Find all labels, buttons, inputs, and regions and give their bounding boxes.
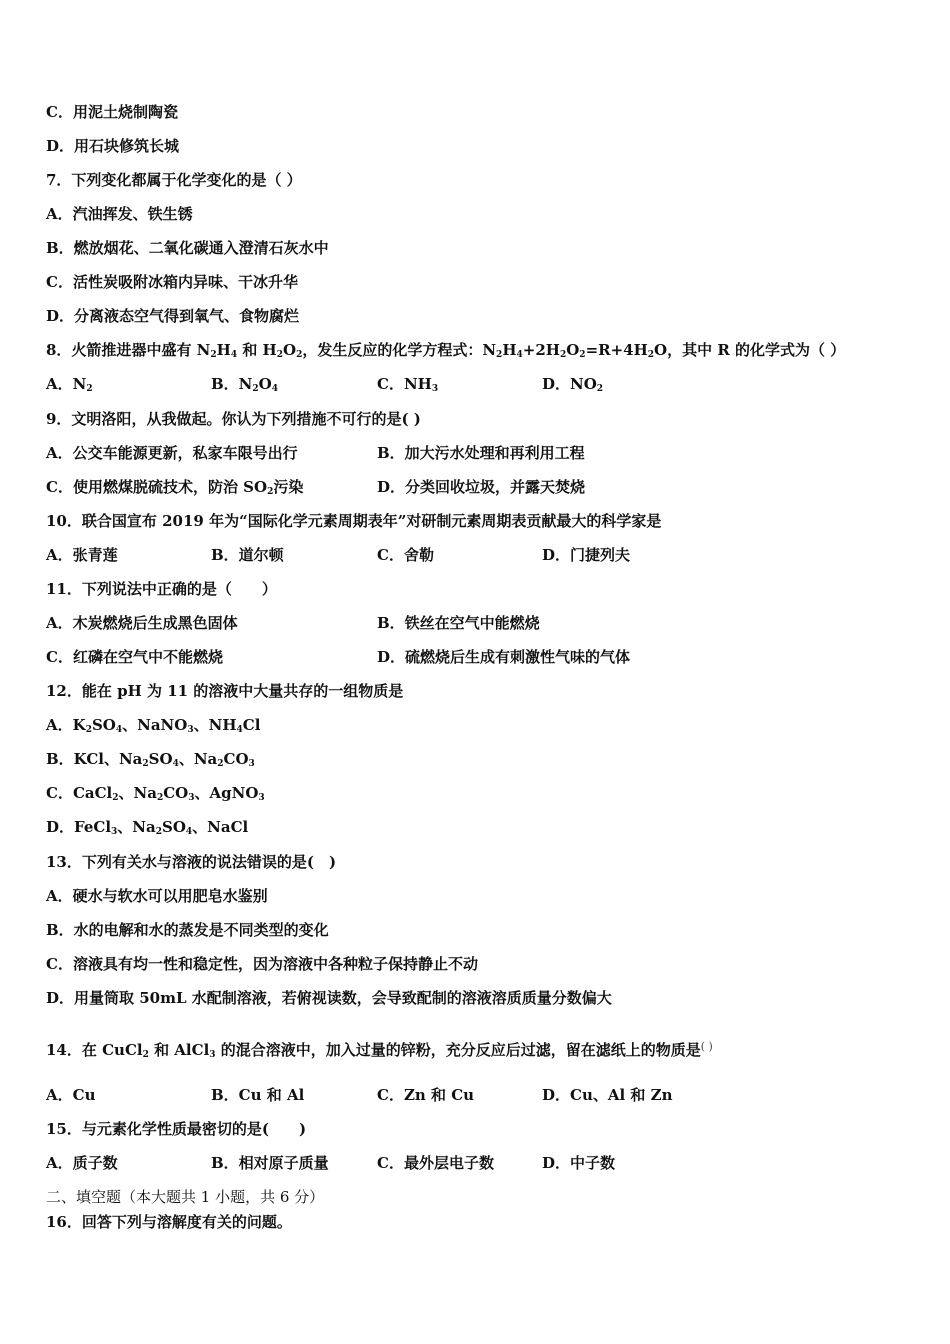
q14-stem	[46, 1037, 713, 1060]
q9-option-a: A．公交车能源更新，私家车限号出行	[46, 444, 298, 462]
option-text: D．FeCl	[46, 818, 112, 836]
q8-stem-text: 8．火箭推进器中盛有 N	[46, 341, 211, 359]
option-text: SO	[91, 716, 116, 734]
q8-stem	[46, 340, 845, 360]
subscript: 4	[185, 827, 193, 837]
q12-option-a	[46, 715, 260, 735]
q12-option-c	[46, 783, 265, 803]
option-text: SO	[162, 818, 186, 836]
q8-stem-text: ，发生反应的化学方程式：N	[302, 341, 497, 359]
subscript: 2	[579, 350, 586, 360]
subscript: 4	[172, 759, 179, 769]
subscript: 2	[112, 793, 119, 803]
q7-stem: 7．下列变化都属于化学变化的是（ ）	[46, 171, 302, 189]
subscript: 4	[236, 725, 243, 735]
q16-stem: 16．回答下列与溶解度有关的问题。	[46, 1213, 292, 1231]
subscript: 2	[217, 759, 224, 769]
option-text: SO	[148, 750, 173, 768]
subscript: 2	[156, 793, 164, 803]
section-2-title: 二、填空题（本大题共 1 小题，共 6 分）	[46, 1188, 325, 1206]
q15-option-d: D．中子数	[542, 1154, 616, 1172]
subscript: 2	[142, 1050, 149, 1060]
q8-option-d	[542, 374, 603, 394]
q15-stem: 15．与元素化学性质最密切的是( )	[46, 1120, 307, 1138]
q15-option-c: C．最外层电子数	[377, 1154, 494, 1172]
subscript: 2	[276, 350, 283, 360]
q14-stem-text: 和 AlCl	[148, 1041, 210, 1059]
q14-option-a: A．Cu	[46, 1086, 96, 1104]
option-text: 、AgNO	[194, 784, 259, 802]
subscript: 2	[210, 350, 217, 360]
subscript: 2	[86, 384, 93, 394]
q8-stem-text: +2H	[522, 341, 560, 359]
option-text: CO	[223, 750, 249, 768]
option-text: A．K	[46, 716, 86, 734]
q6-option-d: D．用石块修筑长城	[46, 137, 180, 155]
q14-option-c: C．Zn 和 Cu	[377, 1086, 475, 1104]
option-text: 、NaNO	[122, 716, 188, 734]
q10-option-a: A．张青莲	[46, 546, 118, 564]
q8-stem-text: O	[282, 341, 297, 359]
option-text: 、NaCl	[192, 818, 249, 836]
q14-option-b: B．Cu 和 Al	[211, 1086, 305, 1104]
q9-option-d: D．分类回收垃圾，并露天焚烧	[377, 478, 586, 496]
subscript: 3	[209, 1050, 216, 1060]
q7-option-a: A．汽油挥发、铁生锈	[46, 205, 193, 223]
q11-option-a: A．木炭燃烧后生成黑色固体	[46, 614, 238, 632]
option-text: C．CaCl	[46, 784, 113, 802]
q12-stem: 12．能在 pH 为 11 的溶液中大量共存的一组物质是	[46, 682, 404, 700]
option-text: 、NH	[193, 716, 237, 734]
answer-paren: ( )	[700, 1040, 713, 1053]
q7-option-d: D．分离液态空气得到氧气、食物腐烂	[46, 307, 300, 325]
q14-stem-text: 的混合溶液中，加入过量的锌粉，充分反应后过滤，留在滤纸上的物质是	[215, 1041, 701, 1059]
option-text: C．使用燃煤脱硫技术，防治 SO	[46, 478, 268, 496]
q8-option-a	[46, 374, 93, 394]
q7-option-c: C．活性炭吸附冰箱内异味、干冰升华	[46, 273, 298, 291]
subscript: 2	[155, 827, 162, 837]
subscript: 2	[596, 384, 604, 394]
q12-option-b	[46, 749, 255, 769]
q9-option-b: B．加大污水处理和再利用工程	[377, 444, 585, 462]
subscript: 2	[267, 487, 274, 497]
option-text: C．NH	[377, 375, 432, 393]
subscript: 2	[647, 350, 655, 360]
q8-stem-text: 和 H	[237, 341, 277, 359]
q9-option-c	[46, 477, 303, 497]
q10-option-d: D．门捷列夫	[542, 546, 631, 564]
option-text: O	[258, 375, 272, 393]
q8-stem-text: H	[216, 341, 231, 359]
q11-option-c: C．红磷在空气中不能燃烧	[46, 648, 223, 666]
option-text: 污染	[273, 478, 304, 496]
q10-option-b: B．道尔顿	[211, 546, 284, 564]
option-text: D．NO	[542, 375, 597, 393]
option-text: Cl	[242, 716, 261, 734]
q8-option-b	[211, 374, 278, 394]
subscript: 2	[559, 350, 567, 360]
q10-stem: 10．联合国宣布 2019 年为“国际化学元素周期表年”对研制元素周期表贡献最大的科学家是	[46, 512, 662, 530]
q8-stem-text: O	[566, 341, 580, 359]
option-text: A．N	[46, 375, 87, 393]
q6-option-c: C．用泥土烧制陶瓷	[46, 103, 178, 121]
subscript: 4	[516, 350, 523, 360]
q13-stem: 13．下列有关水与溶液的说法错误的是( )	[46, 853, 337, 871]
q13-option-c: C．溶液具有均一性和稳定性，因为溶液中各种粒子保持静止不动	[46, 955, 478, 973]
subscript: 3	[111, 827, 118, 837]
q11-option-b: B．铁丝在空气中能燃烧	[377, 614, 540, 632]
subscript: 3	[258, 793, 265, 803]
q13-option-b: B．水的电解和水的蒸发是不同类型的变化	[46, 921, 329, 939]
subscript: 2	[496, 350, 503, 360]
q7-option-b: B．燃放烟花、二氧化碳通入澄清石灰水中	[46, 239, 329, 257]
q8-stem-text: O，其中 R 的化学式为（ ）	[654, 341, 846, 359]
q15-option-b: B．相对原子质量	[211, 1154, 329, 1172]
q10-option-c: C．舍勒	[377, 546, 434, 564]
q14-option-d: D．Cu、Al 和 Zn	[542, 1086, 673, 1104]
option-text: 、Na	[178, 750, 218, 768]
subscript: 2	[296, 350, 303, 360]
q11-stem: 11．下列说法中正确的是（ ）	[46, 580, 277, 598]
option-text: B．N	[211, 375, 253, 393]
subscript: 4	[271, 384, 278, 394]
q8-stem-text: =R+4H	[585, 341, 648, 359]
subscript: 3	[188, 793, 195, 803]
subscript: 3	[248, 759, 255, 769]
subscript: 3	[431, 384, 439, 394]
q13-option-d: D．用量筒取 50mL 水配制溶液，若俯视读数，会导致配制的溶液溶质质量分数偏大	[46, 989, 612, 1007]
q8-option-c	[377, 374, 438, 394]
subscript: 4	[230, 350, 238, 360]
subscript: 2	[252, 384, 259, 394]
q9-stem: 9．文明洛阳，从我做起。你认为下列措施不可行的是( )	[46, 410, 421, 428]
q13-option-a: A．硬水与软水可以用肥皂水鉴别	[46, 887, 268, 905]
q12-option-d	[46, 817, 248, 837]
subscript: 4	[115, 725, 123, 735]
q11-option-d: D．硫燃烧后生成有刺激性气味的气体	[377, 648, 631, 666]
subscript: 3	[187, 725, 194, 735]
subscript: 2	[85, 725, 92, 735]
q8-stem-text: H	[502, 341, 517, 359]
option-text: 、Na	[118, 784, 157, 802]
q14-stem-text: 14．在 CuCl	[46, 1041, 143, 1059]
option-text: CO	[163, 784, 189, 802]
option-text: 、Na	[117, 818, 156, 836]
q15-option-a: A．质子数	[46, 1154, 118, 1172]
option-text: B．KCl、Na	[46, 750, 143, 768]
subscript: 2	[142, 759, 149, 769]
